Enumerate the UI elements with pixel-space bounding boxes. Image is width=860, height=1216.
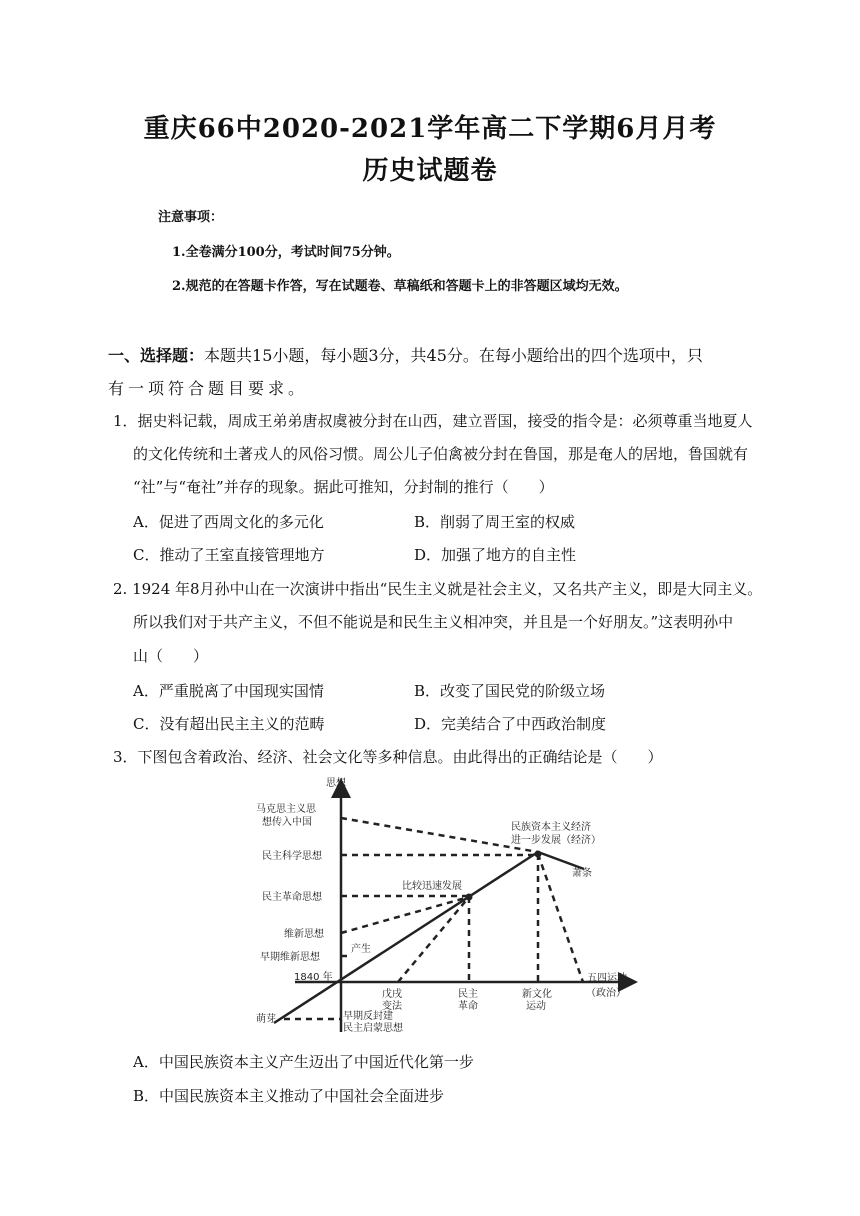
x-label-wuxu-2: 变法: [382, 1001, 402, 1012]
y-label-marxism-2: 想传入中国: [262, 817, 312, 828]
q3-option-a: A．中国民族资本主义产生迈出了中国近代化第一步: [133, 1053, 474, 1071]
exam-title: 重庆66中2020-2021学年高二下学期6月月考: [143, 114, 717, 144]
y-label-early-reform: 早期维新思想: [260, 952, 320, 963]
y-label-1840: 1840 年: [294, 972, 333, 983]
q2-option-b: B．改变了国民党的阶级立场: [414, 682, 606, 700]
note-rapid: 比较迅速发展: [402, 881, 462, 892]
notice-item-2: 2.规范的在答题卡作答，写在试题卷、草稿纸和答题卡上的非答题区域均无效。: [172, 279, 628, 294]
note-depression: 萧条: [572, 868, 592, 879]
note-birth: 产生: [351, 944, 371, 955]
note-economy-1: 民族资本主义经济: [511, 822, 591, 833]
notice-item-1: 1.全卷满分100分，考试时间75分钟。: [172, 245, 400, 260]
q2-line-3: 山（ ）: [133, 647, 209, 665]
q3-figure: [250, 774, 650, 1036]
y-label-democracy-science: 民主科学思想: [262, 851, 322, 862]
notice-heading: 注意事项：: [158, 210, 224, 225]
q1-option-c: C．推动了王室直接管理地方: [133, 546, 325, 564]
q2-option-c: C．没有超出民主主义的范畴: [133, 715, 325, 733]
node-economy: [535, 851, 542, 858]
q1-line-2: 的文化传统和土著戎人的风俗习惯。周公儿子伯禽被分封在鲁国，那是奄人的居地，鲁国就有: [133, 445, 749, 463]
exam-subtitle: 历史试题卷: [362, 156, 498, 186]
y-label-marxism-1: 马克思主义思: [256, 804, 316, 815]
node-revolution: [466, 894, 473, 901]
q1-line-1: 1．据史料记载，周成王弟弟唐叔虞被分封在山西，建立晋国，接受的指令是：必须尊重当地夏人: [113, 412, 753, 430]
q2-option-d: D．完美结合了中西政治制度: [414, 715, 607, 733]
section-heading: [108, 343, 703, 366]
section-label: 一、选择题：: [108, 346, 205, 365]
note-enlight-1: 早期反封建: [343, 1011, 393, 1022]
note-economy-2: 进一步发展（经济）: [511, 835, 601, 846]
y-label-revolution: 民主革命思想: [262, 892, 322, 903]
section-desc-1: 本题共15小题，每小题3分，共45分。在每小题给出的四个选项中，只: [204, 346, 703, 365]
q2-option-a: A．严重脱离了中国现实国情: [133, 682, 324, 700]
x-label-democratic-1: 民主: [458, 989, 478, 1000]
q2-line-2: 所以我们对于共产主义，不但不能说是和民生主义相冲突，并且是一个好朋友。”这表明孙中: [133, 613, 734, 631]
note-sprout: 萌芽: [256, 1014, 276, 1025]
q3-option-b: B．中国民族资本主义推动了中国社会全面进步: [133, 1087, 445, 1105]
q1-option-b: B．削弱了周王室的权威: [414, 513, 576, 531]
x-label-wuxu-1: 戊戌: [382, 989, 402, 1000]
q2-line-1: 2. 1924 年8月孙中山在一次演讲中指出“民生主义就是社会主义，又名共产主义，即是大同主义。: [113, 580, 763, 598]
y-label-reform: 维新思想: [284, 929, 324, 940]
note-enlight-2: 民主启蒙思想: [343, 1023, 403, 1034]
q1-option-d: D．加强了地方的自主性: [414, 546, 577, 564]
q1-option-a: A．促进了西周文化的多元化: [133, 513, 324, 531]
q1-line-3: “社”与“奄社”并存的现象。据此可推知，分封制的推行（ ）: [133, 478, 554, 496]
economy-decline-line: [538, 852, 584, 869]
q3-line-1: 3．下图包含着政治、经济、社会文化等多种信息。由此得出的正确结论是（ ）: [113, 748, 663, 766]
x-label-politics: （政治）: [586, 988, 626, 999]
section-desc-2: 有一项符合题目要求。: [108, 379, 309, 398]
x-label-democratic-2: 革命: [458, 1001, 478, 1012]
y-axis-title: 思想: [326, 778, 346, 789]
x-label-may-fourth: 五四运动: [587, 973, 627, 984]
x-label-new-culture-2: 运动: [526, 1001, 546, 1012]
x-label-new-culture-1: 新文化: [522, 989, 552, 1000]
